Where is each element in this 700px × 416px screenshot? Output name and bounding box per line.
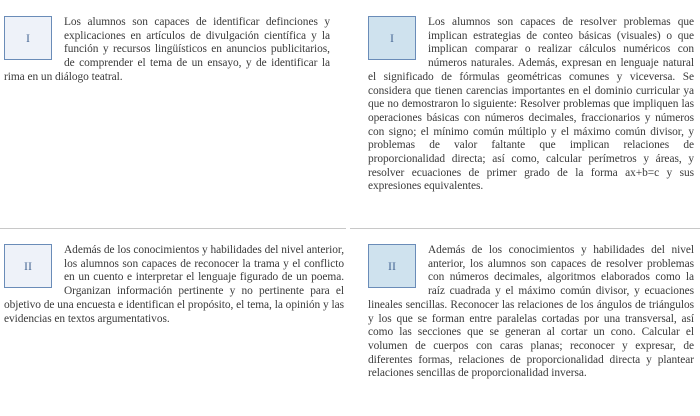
level-1-math-cell [368,0,694,228]
level-2-math-badge-label: II [388,258,396,273]
level-1-badge-label: I [26,30,30,45]
level-1-math-badge [368,16,416,60]
level-2-math-cell [368,228,694,416]
level-2-reading-cell [4,228,344,416]
level-2-reading-description: Además de los conocimientos y habilidades del nivel anterior, los alumnos son capaces de reconocer la trama y el conflicto en un cuento e interpretar el lenguaje figurado de un poema. Organizan información pertinente y no pertinente para el objetivo de una encuesta e identifican el propósito, el tema, la opinión y las evidencias en textos argumentativos. [4,244,344,325]
level-1-math-badge-label: I [390,30,394,45]
level-2-math-badge [368,244,416,288]
level-1-badge [4,16,52,60]
level-1-reading-cell [4,0,330,228]
level-1-reading-description: Los alumnos son capaces de identificar definciones y explicaciones en artículos de divulgación científica y la función y recursos lingüísticos en anuncios publicitarios, de comprender el tema de un ensayo, y de identificar la rima en un diálogo teatral. [4,16,330,83]
level-1-math-description: Los alumnos son capaces de resolver problemas que implican estrategias de conteo básicas (visuales) o que implican comparar o realizar cálculos numéricos con números naturales. Además, expresan en lenguaje natural el significado de fórmulas geométricas comunes y viceversa. Se considera que tienen carencias importantes en el dominio curricular ya que no demostraron lo siguiente: Resolver problemas que impliquen las operaciones básicas con números decimales, fraccionarios y números con signo; el mínimo común múltiplo y el máximo común divisor, y problemas de valor faltante que implican relaciones de proporcionalidad directa; así como, calcular perímetros y áreas, y resolver ecuaciones de primer grado de la forma ax+b=c y sus expresiones equivalentes. [368,16,694,193]
level-2-badge [4,244,52,288]
level-2-math-description: Además de los conocimientos y habilidades del nivel anterior, los alumnos son capaces de resolver problemas con números decimales, algoritmos elaborados como la raíz cuadrada y el máximo común divisor, y ecuaciones lineales sencillas. Reconocer las relaciones de los ángulos de triángulos y los que se forman entre paralelas cortadas por una transversal, así como las secciones que se generan al cortar un cono. Calcular el volumen de cuerpos con caras planas; reconocer y expresar, de diferentes formas, relaciones de proporcionalidad directa y plantear relaciones sencillas de proporcionalidad inversa. [368,244,694,380]
level-2-badge-label: II [24,258,32,273]
